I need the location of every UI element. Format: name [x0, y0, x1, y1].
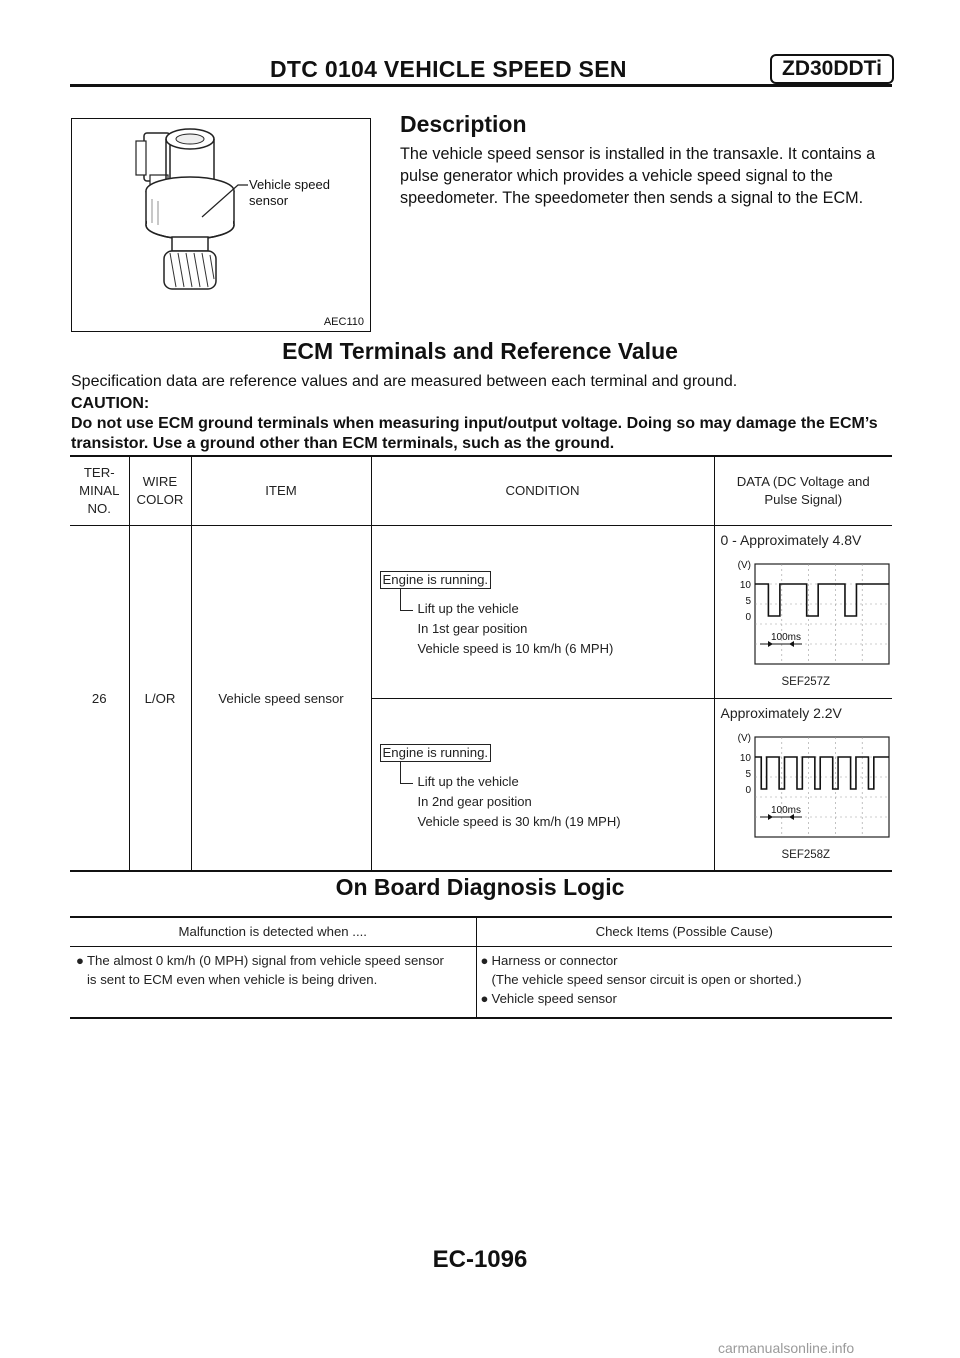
- table-row: [70, 526, 892, 699]
- description-body: The vehicle speed sensor is installed in the transaxle. It contains a pulse generator which provides a vehicle speed signal to the speedometer. The speedometer then sends a signal to the ECM.: [400, 145, 876, 207]
- col-condition-header: CONDITION: [371, 456, 714, 526]
- scope-tick-label: 0: [744, 612, 751, 623]
- obd-logic-table: [70, 916, 892, 1019]
- sensor-illustration: [72, 119, 370, 331]
- ecm-section-heading: ECM Terminals and Reference Value: [282, 338, 678, 364]
- condition-1st-gear: [371, 526, 714, 699]
- col-item-header: ITEM: [191, 456, 371, 526]
- scope-time-label: 100ms: [770, 805, 801, 816]
- scope-tick-label: 10: [739, 580, 751, 591]
- figure-code: AEC110: [323, 316, 364, 328]
- caution-block: [71, 394, 893, 454]
- condition-2nd-gear: [371, 699, 714, 872]
- vehicle-speed-sensor-figure: [71, 118, 371, 332]
- scope-tick-label: 0: [744, 785, 751, 796]
- data-value: Approximately 2.2V: [720, 705, 842, 721]
- waveform-code: SEF258Z: [781, 849, 831, 861]
- oscilloscope-trace-2nd-gear: [717, 729, 891, 841]
- bullet-icon: ●: [480, 991, 489, 1006]
- scope-frame: [755, 564, 889, 664]
- description-heading: Description: [400, 111, 527, 137]
- ecm-terminal-table: [70, 455, 892, 872]
- scope-tick-label: 10: [739, 753, 751, 764]
- item-name: Vehicle speed sensor: [191, 526, 371, 872]
- waveform-trace: [755, 757, 889, 789]
- scope-tick-label: 5: [744, 769, 751, 780]
- watermark-text: carmanualsonline.info: [718, 1340, 855, 1356]
- col-wire-header: WIRE COLOR: [129, 456, 191, 526]
- engine-model-badge: ZD30DDTi: [770, 54, 894, 84]
- data-1st-gear: [714, 526, 892, 699]
- col-terminal-header: TER- MINAL NO.: [70, 456, 129, 526]
- terminal-number: 26: [70, 526, 129, 872]
- spec-note: Specification data are reference values and are measured between each terminal and ground.: [71, 373, 738, 390]
- malfunction-cell: ● The almost 0 km/h (0 MPH) signal from vehicle speed sensor is sent to ECM even when vehicle is being driven.: [70, 947, 476, 1019]
- scope-unit-label: (V): [737, 733, 751, 744]
- data-value: 0 - Approximately 4.8V: [720, 532, 862, 548]
- scope-time-label: 100ms: [770, 632, 801, 643]
- ecm-table-header-row: [70, 456, 892, 526]
- obd-table-header-row: [70, 917, 892, 947]
- wire-color: L/OR: [129, 526, 191, 872]
- engine-running-label: Engine is running.: [380, 744, 492, 762]
- oscilloscope-trace-1st-gear: [717, 556, 891, 668]
- header-rule: [70, 84, 892, 87]
- col-data-header: DATA (DC Voltage and Pulse Signal): [736, 474, 870, 507]
- caution-body: Do not use ECM ground terminals when measuring input/output voltage. Doing so may damage the ECM’s transistor. Use a ground other than ECM terminals, such as the ground.: [71, 415, 878, 452]
- waveform-code: SEF257Z: [781, 676, 831, 688]
- bullet-icon: ●: [76, 953, 84, 968]
- obd-section-heading: On Board Diagnosis Logic: [335, 874, 625, 900]
- malfunction-header: Malfunction is detected when ....: [70, 917, 476, 947]
- bullet-icon: ●: [480, 953, 489, 968]
- page-number: EC-1096: [432, 1246, 528, 1273]
- section-header-title: DTC 0104 VEHICLE SPEED SEN: [270, 56, 627, 82]
- callout-line-2: sensor: [249, 193, 289, 208]
- table-row: [70, 947, 892, 1019]
- check-items-cell: ● Harness or connector (The vehicle speed sensor circuit is open or shorted.) ● Vehicle speed sensor: [480, 953, 802, 1006]
- callout-line-1: Vehicle speed: [249, 177, 330, 192]
- caution-title: CAUTION:: [71, 395, 150, 412]
- condition-lines: Lift up the vehicle In 2nd gear position Vehicle speed is 30 km/h (19 MPH): [417, 774, 621, 829]
- scope-unit-label: (V): [737, 560, 751, 571]
- check-items-header: Check Items (Possible Cause): [595, 924, 773, 939]
- waveform-trace: [755, 584, 889, 616]
- condition-bracket: [400, 761, 413, 784]
- data-2nd-gear: [714, 699, 892, 872]
- condition-lines: Lift up the vehicle In 1st gear position Vehicle speed is 10 km/h (6 MPH): [417, 601, 614, 656]
- scope-tick-label: 5: [744, 596, 751, 607]
- condition-bracket: [400, 588, 413, 611]
- engine-running-label: Engine is running.: [380, 571, 492, 589]
